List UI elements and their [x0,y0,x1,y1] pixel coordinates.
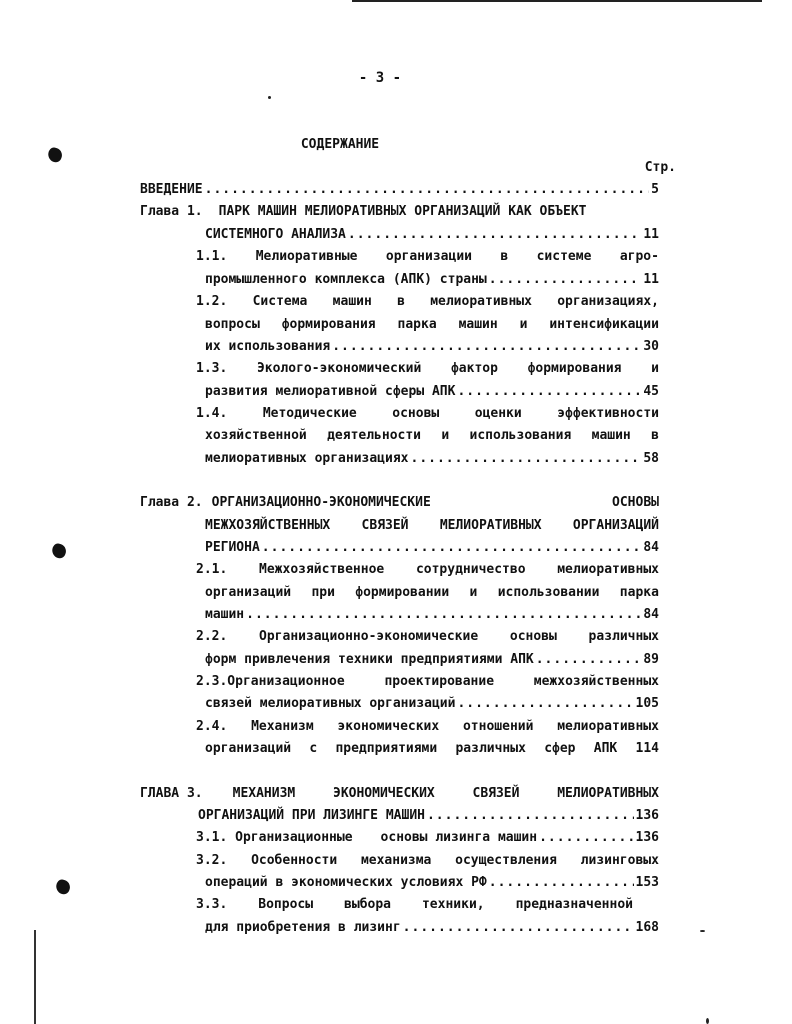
section-2-1-cont: организаций при формировании и использовании парка [205,585,659,600]
scan-speck [268,96,271,99]
chapter-2-title-cont: МЕЖХОЗЯЙСТВЕННЫХ СВЯЗЕЙ МЕЛИОРАТИВНЫХ ОРГАНИЗАЦИЙ [205,518,659,533]
page-ref: 114 [635,741,659,756]
leader-dots [457,383,641,401]
section-2-4-cont: организаций с предприятиями различных сфер АПК 114 [205,741,659,756]
section-1-1: 1.1. Мелиоративные организации в системе агро- [196,249,659,264]
section-2-4: 2.4. Механизм экономических отношений мелиоративных [196,719,659,734]
scan-edge-top [352,0,762,2]
toc-entry-intro: ВВЕДЕНИЕ ..... 5 [140,181,659,199]
chapter-2-title: Глава 2. ОРГАНИЗАЦИОННО-ЭКОНОМИЧЕСКИЕ ОСНОВЫ [140,495,659,510]
leader-dots [536,651,642,669]
section-2-1-cont2: машин ..... 84 [205,606,659,624]
leader-dots [411,450,642,468]
leader-dots [246,606,641,624]
chapter-1-title-cont: СИСТЕМНОГО АНАЛИЗА ..... 11 [205,226,659,244]
section-1-2-cont2: их использования ..... 30 [205,338,659,356]
section-1-4: 1.4. Методические основы оценки эффективности [196,406,659,421]
page-ref: 136 [635,808,659,823]
section-1-1-cont: промышленного комплекса (АПК) страны ..... 11 [205,271,659,289]
page-ref: 84 [643,607,659,622]
punch-hole-mark [50,542,68,560]
page-column-label: Стр. [644,160,676,175]
chapter-1-title: Глава 1. ПАРК МАШИН МЕЛИОРАТИВНЫХ ОРГАНИЗАЦИЙ КАК ОБЪЕКТ [140,204,587,219]
leader-dots [332,338,641,356]
page-ref: 168 [635,920,659,935]
leader-dots [348,226,641,244]
leader-dots [539,829,633,847]
page-ref: 11 [643,227,659,242]
leader-dots [489,874,634,892]
section-3-2: 3.2. Особенности механизма осуществления лизинговых [196,853,659,868]
leader-dots [403,919,634,937]
leader-dots [489,271,642,289]
page-ref: 84 [643,540,659,555]
page-ref: 89 [643,652,659,667]
section-3-2-cont: операций в экономических условиях РФ ..... 153 [205,874,659,892]
section-3-1: 3.1. Организационные основы лизинга машин ..... 136 [196,829,659,847]
page-number: - 3 - [358,70,402,86]
section-1-2-cont: вопросы формирования парка машин и интенсификации [205,317,659,332]
leader-dots [205,181,650,199]
section-2-2-cont: форм привлечения техники предприятиями АПК ..... 89 [205,651,659,669]
section-1-2: 1.2. Система машин в мелиоративных организациях, [196,294,659,309]
leader-dots [457,695,633,713]
section-2-3: 2.3.Организационное проектирование межхозяйственных [196,674,659,689]
chapter-3-title: ГЛАВА 3. МЕХАНИЗМ ЭКОНОМИЧЕСКИХ СВЯЗЕЙ МЕЛИОРАТИВНЫХ [140,786,659,801]
punch-hole-mark [46,146,64,164]
leader-dots [427,807,634,825]
section-2-2: 2.2. Организационно-экономические основы различных [196,629,659,644]
section-3-3: 3.3. Вопросы выбора техники, предназначенной [196,897,633,912]
chapter-2-title-cont2: РЕГИОНА ..... 84 [205,539,659,557]
page-ref: 153 [635,875,659,890]
section-3-3-cont: для приобретения в лизинг ..... 168 [205,919,659,937]
scan-speck [706,1018,709,1024]
scan-speck [700,930,705,932]
toc-title: СОДЕРЖАНИЕ [300,137,380,152]
chapter-3-title-cont: ОРГАНИЗАЦИЙ ПРИ ЛИЗИНГЕ МАШИН ..... 136 [198,807,659,825]
page-ref: 136 [635,830,659,845]
section-2-3-cont: связей мелиоративных организаций ..... 105 [205,695,659,713]
section-1-3: 1.3. Эколого-экономический фактор формирования и [196,361,659,376]
page-ref: 58 [643,451,659,466]
page-ref: 45 [643,384,659,399]
section-1-3-cont: развития мелиоративной сферы АПК ..... 45 [205,383,659,401]
leader-dots [262,539,642,557]
section-1-4-cont: хозяйственной деятельности и использования машин в [205,428,659,443]
section-1-4-cont2: мелиоративных организациях ..... 58 [205,450,659,468]
page-ref: 105 [635,696,659,711]
section-2-1: 2.1. Межхозяйственное сотрудничество мелиоративных [196,562,659,577]
punch-hole-mark [54,878,72,896]
scan-edge-left [34,930,36,1024]
page-ref: 30 [643,339,659,354]
page-ref: 11 [643,272,659,287]
page-ref: 5 [651,182,659,197]
